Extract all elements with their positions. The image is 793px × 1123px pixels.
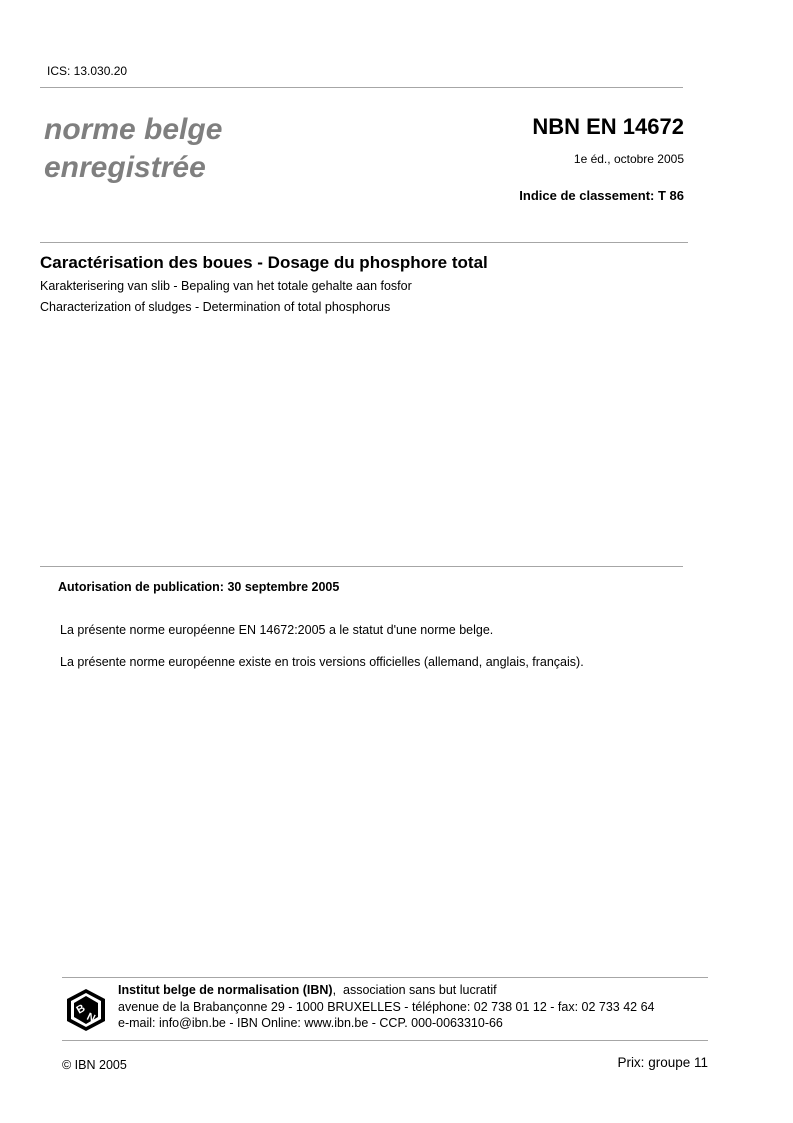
ibn-logo-icon <box>66 988 106 1032</box>
status-paragraph: La présente norme européenne EN 14672:2005 a le statut d'une norme belge. <box>60 623 494 637</box>
classification-index: Indice de classement: T 86 <box>519 188 684 203</box>
institute-line <box>118 983 497 997</box>
footer-divider-bottom <box>62 1040 708 1041</box>
footer-divider-top <box>62 977 708 978</box>
publication-authorization: Autorisation de publication: 30 septembre 2005 <box>58 580 340 594</box>
svg-text:N: N <box>84 1010 98 1026</box>
title-french: Caractérisation des boues - Dosage du phosphore total <box>40 253 488 272</box>
institute-type: , association sans but lucratif <box>332 983 497 997</box>
norm-type-line1: norme belge <box>44 113 223 146</box>
versions-paragraph: La présente norme européenne existe en trois versions officielles (allemand, anglais, français). <box>60 655 584 669</box>
price-group: Prix: groupe 11 <box>617 1055 708 1070</box>
title-english: Characterization of sludges - Determination of total phosphorus <box>40 300 391 314</box>
copyright: © IBN 2005 <box>62 1058 127 1072</box>
title-dutch: Karakterisering van slib - Bepaling van het totale gehalte aan fosfor <box>40 279 412 293</box>
institute-contacts: e-mail: info@ibn.be - IBN Online: www.ibn.be - CCP. 000-0063310-66 <box>118 1016 503 1030</box>
institute-address: avenue de la Brabançonne 29 - 1000 BRUXELLES - téléphone: 02 738 01 12 - fax: 02 733 42 64 <box>118 1000 655 1014</box>
title-divider-top <box>40 242 688 243</box>
edition-date: 1e éd., octobre 2005 <box>573 152 684 166</box>
norm-type-line2: enregistrée <box>44 151 206 184</box>
top-divider <box>40 87 683 88</box>
institute-name: Institut belge de normalisation (IBN) <box>118 983 333 997</box>
ics-code: ICS: 13.030.20 <box>47 64 128 78</box>
svg-text:B: B <box>74 1002 88 1017</box>
standard-number: NBN EN 14672 <box>532 114 684 139</box>
title-divider-bottom <box>40 566 683 567</box>
